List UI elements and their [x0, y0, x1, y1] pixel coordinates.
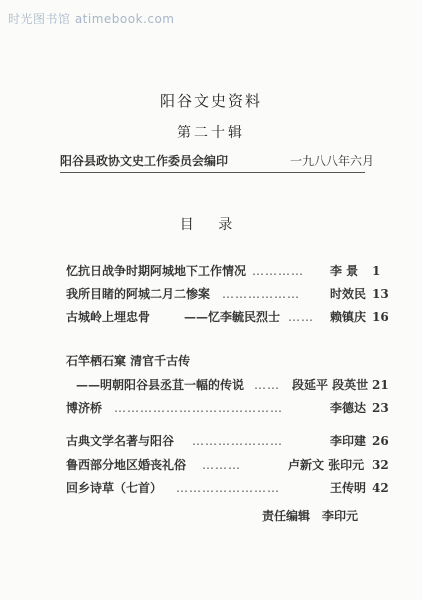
toc-entry-page: 1: [372, 264, 381, 278]
toc-entry-authors: 段延平 段英世: [292, 378, 369, 392]
editor-label: 责任编辑: [262, 509, 311, 523]
editor-name: 李印元: [322, 509, 359, 523]
toc-entry-author: 李德达: [330, 401, 367, 415]
toc-entry-page: 21: [372, 378, 389, 392]
toc-entry-title: 博济桥: [66, 401, 103, 415]
toc-entry: [0, 432, 422, 450]
watermark: 时光图书馆 atimebook.com: [8, 12, 175, 26]
publisher: 阳谷县政协文史工作委员会编印: [60, 154, 229, 168]
toc-entry-title: 古典文学名著与阳谷: [66, 434, 175, 448]
toc-section-heading: 石竿栖石窠 清官千古传: [66, 354, 191, 368]
toc-entry-title: 古城岭上埋忠骨: [66, 310, 151, 324]
toc-entry: [0, 285, 422, 303]
toc-entry-author: 时效民: [330, 287, 367, 301]
toc-leader: ……: [288, 310, 314, 324]
toc-heading: 目 录: [179, 217, 243, 233]
toc-leader: …………: [252, 264, 304, 278]
toc-entry: [0, 479, 422, 497]
toc-entry-page: 26: [372, 434, 389, 448]
publication-date: 一九八八年六月: [290, 154, 375, 168]
header-rule: [60, 172, 365, 173]
toc-entry: [0, 376, 422, 394]
toc-leader: ……………………: [176, 481, 280, 495]
toc-entry-author: 李印建: [330, 434, 367, 448]
toc-entry-page: 23: [372, 401, 389, 415]
toc-entry: [0, 308, 422, 326]
toc-entry: [0, 399, 422, 417]
toc-entry-page: 32: [372, 458, 389, 472]
toc-leader: …………………………………: [114, 401, 283, 415]
toc-entry-title: 回乡诗草（七首）: [66, 481, 163, 495]
series-title: 阳谷文史资料: [159, 92, 262, 110]
toc-entry-title: 我所目睹的阿城二月二惨案: [66, 287, 211, 301]
toc-entry: [0, 262, 422, 280]
toc-leader: …………………: [192, 434, 283, 448]
toc-entry-page: 42: [372, 481, 389, 495]
toc-entry-page: 13: [372, 287, 389, 301]
toc-entry-author: 赖镇庆: [330, 310, 367, 324]
toc-entry-title: ——明朝阳谷县丞苴一幅的传说: [76, 378, 245, 392]
responsible-editor: [262, 507, 370, 524]
toc-entry-authors: 卢新文 张印元: [288, 458, 365, 472]
toc-entry-title: 忆抗日战争时期阿城地下工作情况: [66, 264, 247, 278]
toc-entry: [0, 456, 422, 474]
toc-leader: ………: [202, 458, 241, 472]
toc-leader: ……: [254, 378, 280, 392]
toc-entry-author: 李 景: [330, 264, 359, 278]
toc-entry-title: 鲁西部分地区婚丧礼俗: [66, 458, 187, 472]
toc-entry-page: 16: [372, 310, 389, 324]
issue-number: 第二十辑: [177, 125, 245, 141]
toc-entry-subtitle: ——忆李毓民烈士: [184, 310, 281, 324]
toc-entry-author: 王传明: [330, 481, 367, 495]
toc-leader: ………………: [222, 287, 300, 301]
